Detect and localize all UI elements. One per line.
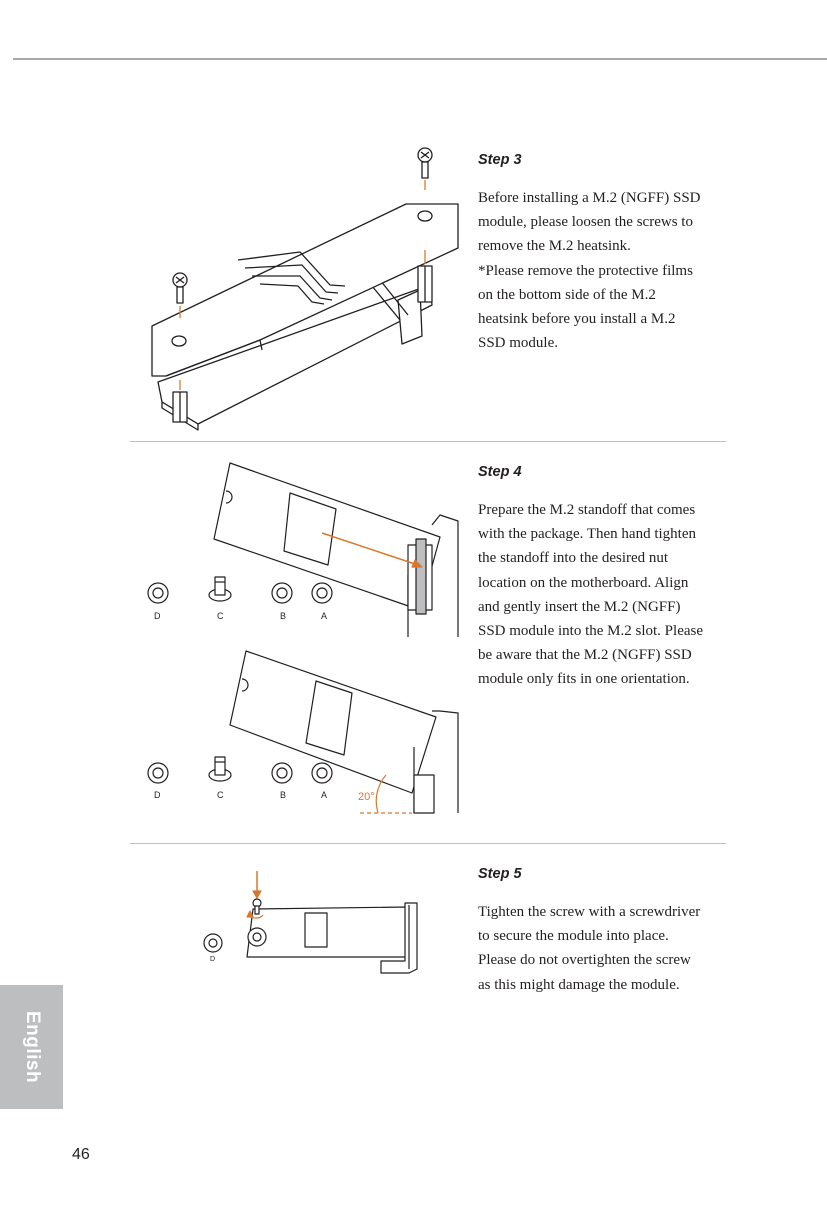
step-4-line: and gently insert the M.2 (NGFF) — [478, 598, 681, 615]
step-3-line: SSD module. — [478, 335, 559, 352]
step-4-line: the standoff into the desired nut — [478, 550, 669, 567]
step-4-line: module only fits in one orientation. — [478, 671, 690, 688]
angle-label: 20° — [358, 791, 375, 803]
step-4-line: be aware that the M.2 (NGFF) SSD — [478, 647, 692, 664]
step-3-title: Step 3 — [478, 152, 522, 168]
module-insertion-illustration — [140, 455, 465, 817]
standoff-label-b: B — [280, 611, 287, 621]
language-tab — [0, 985, 63, 1109]
header-rule — [13, 58, 827, 60]
step-5-line: as this might damage the module. — [478, 976, 680, 993]
step-5-line: to secure the module into place. — [478, 928, 669, 945]
step-5-title: Step 5 — [478, 866, 522, 882]
step-5-description — [478, 900, 728, 997]
step-4-line: SSD module into the M.2 slot. Please — [478, 623, 703, 640]
standoff-label-a: A — [321, 611, 328, 621]
step-3-description — [478, 186, 728, 355]
section-divider — [130, 441, 726, 442]
screw-tightening-illustration — [195, 865, 425, 985]
standoff-label-a: A — [321, 790, 328, 800]
heatsink-removal-illustration — [140, 140, 470, 435]
step-3-line: heatsink before you install a M.2 — [478, 311, 676, 328]
standoff-label-d: D — [154, 611, 161, 621]
step-4-line: Prepare the M.2 standoff that comes — [478, 502, 696, 518]
standoff-label-b: B — [280, 790, 287, 800]
step-4-line: with the package. Then hand tighten — [478, 526, 696, 543]
standoff-label-d: D — [210, 956, 216, 963]
standoff-label-d: D — [154, 790, 161, 800]
page-number: 46 — [72, 1146, 90, 1163]
step-3-line: module, please loosen the screws to — [478, 214, 693, 231]
step-5-line: Tighten the screw with a screwdriver — [478, 904, 701, 920]
step-5-line: Please do not overtighten the screw — [478, 952, 691, 969]
step-4-line: location on the motherboard. Align — [478, 574, 689, 591]
step-4-title: Step 4 — [478, 464, 522, 480]
section-divider — [130, 843, 726, 844]
step-3-line: *Please remove the protective films — [478, 262, 693, 279]
step-4-description — [478, 498, 728, 692]
standoff-label-c: C — [217, 790, 224, 800]
standoff-label-c: C — [217, 611, 224, 621]
step-3-line: remove the M.2 heatsink. — [478, 238, 631, 255]
step-3-line: Before installing a M.2 (NGFF) SSD — [478, 190, 701, 206]
step-3-line: on the bottom side of the M.2 — [478, 286, 656, 303]
language-label: English — [21, 1010, 43, 1084]
